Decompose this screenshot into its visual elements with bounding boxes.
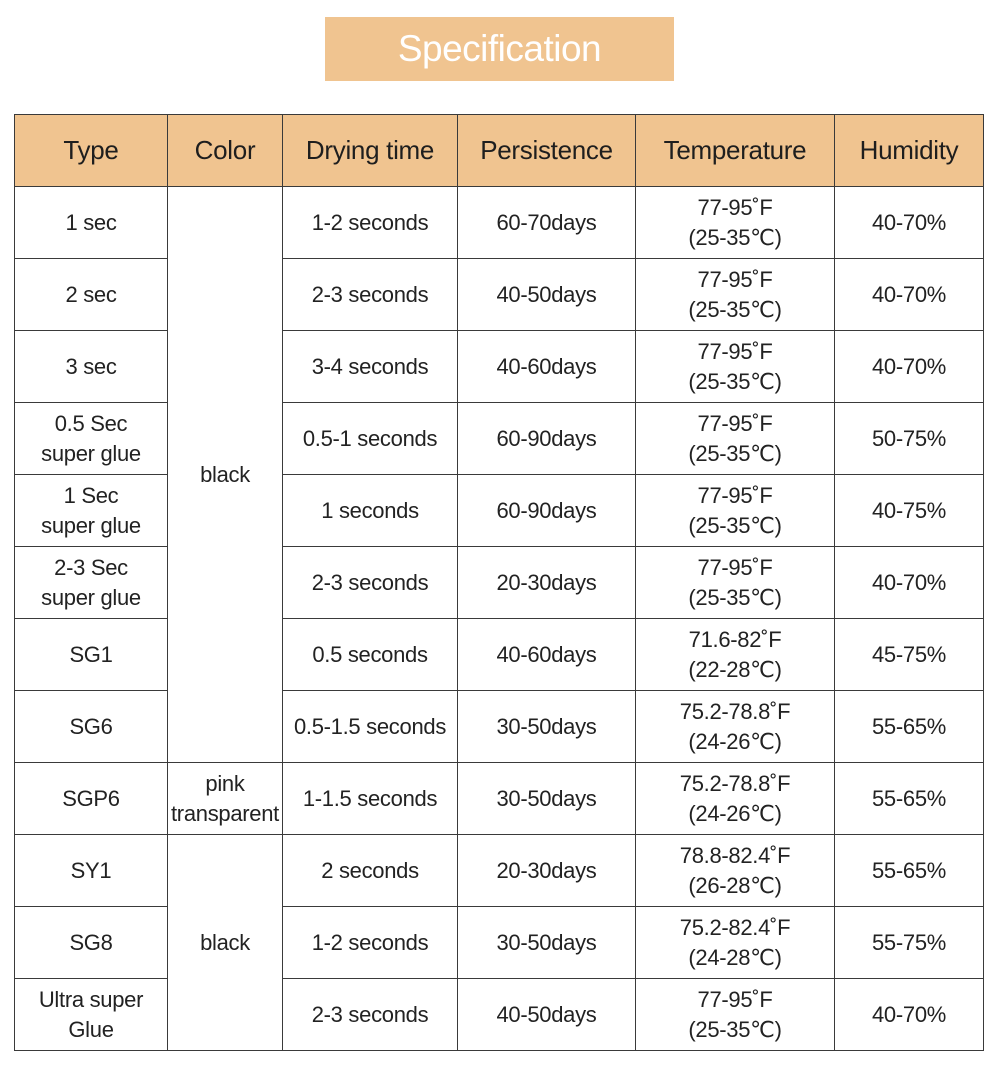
type-line-2: Glue xyxy=(68,1016,114,1042)
persistence-cell: 30-50days xyxy=(458,763,636,835)
temperature-fahrenheit: 77-95˚F xyxy=(697,194,773,220)
drying-time-cell: 1-2 seconds xyxy=(283,907,458,979)
type-line-1: 1 sec xyxy=(65,209,117,235)
table-row xyxy=(15,403,984,475)
persistence-cell: 40-60days xyxy=(458,331,636,403)
temperature-celsius: (25-35℃) xyxy=(688,296,782,322)
humidity-cell: 40-75% xyxy=(835,475,984,547)
type-cell xyxy=(15,259,168,331)
humidity-cell: 40-70% xyxy=(835,331,984,403)
type-line-1: 1 Sec xyxy=(63,482,119,508)
temperature-fahrenheit: 77-95˚F xyxy=(697,338,773,364)
temperature-fahrenheit: 71.6-82˚F xyxy=(688,626,782,652)
header-temperature: Temperature xyxy=(636,115,835,187)
temperature-celsius: (25-35℃) xyxy=(688,1016,782,1042)
temperature-celsius: (25-35℃) xyxy=(688,224,782,250)
type-line-1: 0.5 Sec xyxy=(54,410,128,436)
type-cell xyxy=(15,979,168,1051)
type-cell xyxy=(15,475,168,547)
type-line-1: SG8 xyxy=(69,929,113,955)
temperature-fahrenheit: 77-95˚F xyxy=(697,482,773,508)
drying-time-cell: 0.5-1.5 seconds xyxy=(283,691,458,763)
table-row xyxy=(15,835,984,907)
drying-time-cell: 2 seconds xyxy=(283,835,458,907)
type-line-1: SY1 xyxy=(70,857,112,883)
type-line-1: SGP6 xyxy=(62,785,120,811)
temperature-cell xyxy=(636,835,835,907)
humidity-cell: 50-75% xyxy=(835,403,984,475)
drying-time-cell: 3-4 seconds xyxy=(283,331,458,403)
temperature-celsius: (24-28℃) xyxy=(688,944,782,970)
temperature-fahrenheit: 77-95˚F xyxy=(697,554,773,580)
temperature-cell xyxy=(636,259,835,331)
persistence-cell: 60-90days xyxy=(458,403,636,475)
temperature-cell xyxy=(636,763,835,835)
temperature-cell xyxy=(636,547,835,619)
header-row xyxy=(15,115,984,187)
drying-time-cell: 1 seconds xyxy=(283,475,458,547)
temperature-fahrenheit: 77-95˚F xyxy=(697,986,773,1012)
temperature-fahrenheit: 75.2-82.4˚F xyxy=(679,914,791,940)
persistence-cell: 60-70days xyxy=(458,187,636,259)
humidity-cell: 55-65% xyxy=(835,691,984,763)
table-row xyxy=(15,979,984,1051)
table-row xyxy=(15,763,984,835)
humidity-cell: 40-70% xyxy=(835,979,984,1051)
type-line-2: super glue xyxy=(41,512,141,538)
persistence-cell: 30-50days xyxy=(458,907,636,979)
persistence-cell: 60-90days xyxy=(458,475,636,547)
drying-time-cell: 1-1.5 seconds xyxy=(283,763,458,835)
drying-time-cell: 0.5-1 seconds xyxy=(283,403,458,475)
temperature-cell xyxy=(636,187,835,259)
table-row xyxy=(15,475,984,547)
humidity-cell: 40-70% xyxy=(835,547,984,619)
temperature-cell xyxy=(636,403,835,475)
temperature-celsius: (25-35℃) xyxy=(688,584,782,610)
table-row xyxy=(15,331,984,403)
temperature-celsius: (25-35℃) xyxy=(688,368,782,394)
color-cell-black-group-1: black xyxy=(168,187,283,763)
color-line-2: transparent xyxy=(171,800,279,826)
title-banner xyxy=(325,17,674,81)
table-row xyxy=(15,187,984,259)
temperature-fahrenheit: 75.2-78.8˚F xyxy=(679,770,791,796)
table-row xyxy=(15,619,984,691)
color-line-1: pink xyxy=(205,770,245,796)
humidity-cell: 55-65% xyxy=(835,763,984,835)
type-cell xyxy=(15,907,168,979)
table-row xyxy=(15,547,984,619)
persistence-cell: 40-60days xyxy=(458,619,636,691)
type-cell xyxy=(15,331,168,403)
type-line-1: 2 sec xyxy=(65,281,117,307)
persistence-cell: 40-50days xyxy=(458,979,636,1051)
type-line-1: SG1 xyxy=(69,641,113,667)
drying-time-cell: 2-3 seconds xyxy=(283,259,458,331)
type-cell xyxy=(15,403,168,475)
temperature-cell xyxy=(636,691,835,763)
header-persistence: Persistence xyxy=(458,115,636,187)
drying-time-cell: 1-2 seconds xyxy=(283,187,458,259)
persistence-cell: 30-50days xyxy=(458,691,636,763)
drying-time-cell: 2-3 seconds xyxy=(283,979,458,1051)
header-type: Type xyxy=(15,115,168,187)
temperature-celsius: (24-26℃) xyxy=(688,800,782,826)
temperature-cell xyxy=(636,979,835,1051)
temperature-fahrenheit: 77-95˚F xyxy=(697,266,773,292)
temperature-celsius: (24-26℃) xyxy=(688,728,782,754)
type-line-2: super glue xyxy=(41,440,141,466)
header-humidity: Humidity xyxy=(835,115,984,187)
temperature-celsius: (25-35℃) xyxy=(688,512,782,538)
temperature-cell xyxy=(636,619,835,691)
persistence-cell: 40-50days xyxy=(458,259,636,331)
type-line-2: super glue xyxy=(41,584,141,610)
drying-time-cell: 2-3 seconds xyxy=(283,547,458,619)
type-cell xyxy=(15,835,168,907)
page-title: Specification xyxy=(397,28,602,69)
table-row xyxy=(15,907,984,979)
persistence-cell: 20-30days xyxy=(458,547,636,619)
temperature-celsius: (26-28℃) xyxy=(688,872,782,898)
type-cell xyxy=(15,187,168,259)
humidity-cell: 40-70% xyxy=(835,259,984,331)
temperature-celsius: (22-28℃) xyxy=(688,656,782,682)
temperature-fahrenheit: 75.2-78.8˚F xyxy=(679,698,791,724)
table-row xyxy=(15,691,984,763)
color-cell-pink-transparent xyxy=(168,763,283,835)
temperature-cell xyxy=(636,907,835,979)
humidity-cell: 55-65% xyxy=(835,835,984,907)
type-line-1: 3 sec xyxy=(65,353,117,379)
type-cell xyxy=(15,763,168,835)
temperature-fahrenheit: 77-95˚F xyxy=(697,410,773,436)
persistence-cell: 20-30days xyxy=(458,835,636,907)
temperature-cell xyxy=(636,475,835,547)
humidity-cell: 40-70% xyxy=(835,187,984,259)
color-cell-black-group-2: black xyxy=(168,835,283,1051)
drying-time-cell: 0.5 seconds xyxy=(283,619,458,691)
type-cell xyxy=(15,547,168,619)
temperature-celsius: (25-35℃) xyxy=(688,440,782,466)
type-line-1: 2-3 Sec xyxy=(54,554,128,580)
table-row xyxy=(15,259,984,331)
type-cell xyxy=(15,619,168,691)
type-line-1: Ultra super xyxy=(38,986,144,1012)
specification-table xyxy=(14,114,984,1051)
humidity-cell: 45-75% xyxy=(835,619,984,691)
temperature-fahrenheit: 78.8-82.4˚F xyxy=(679,842,791,868)
header-drying-time: Drying time xyxy=(283,115,458,187)
temperature-cell xyxy=(636,331,835,403)
header-color: Color xyxy=(168,115,283,187)
humidity-cell: 55-75% xyxy=(835,907,984,979)
type-cell xyxy=(15,691,168,763)
type-line-1: SG6 xyxy=(69,713,113,739)
